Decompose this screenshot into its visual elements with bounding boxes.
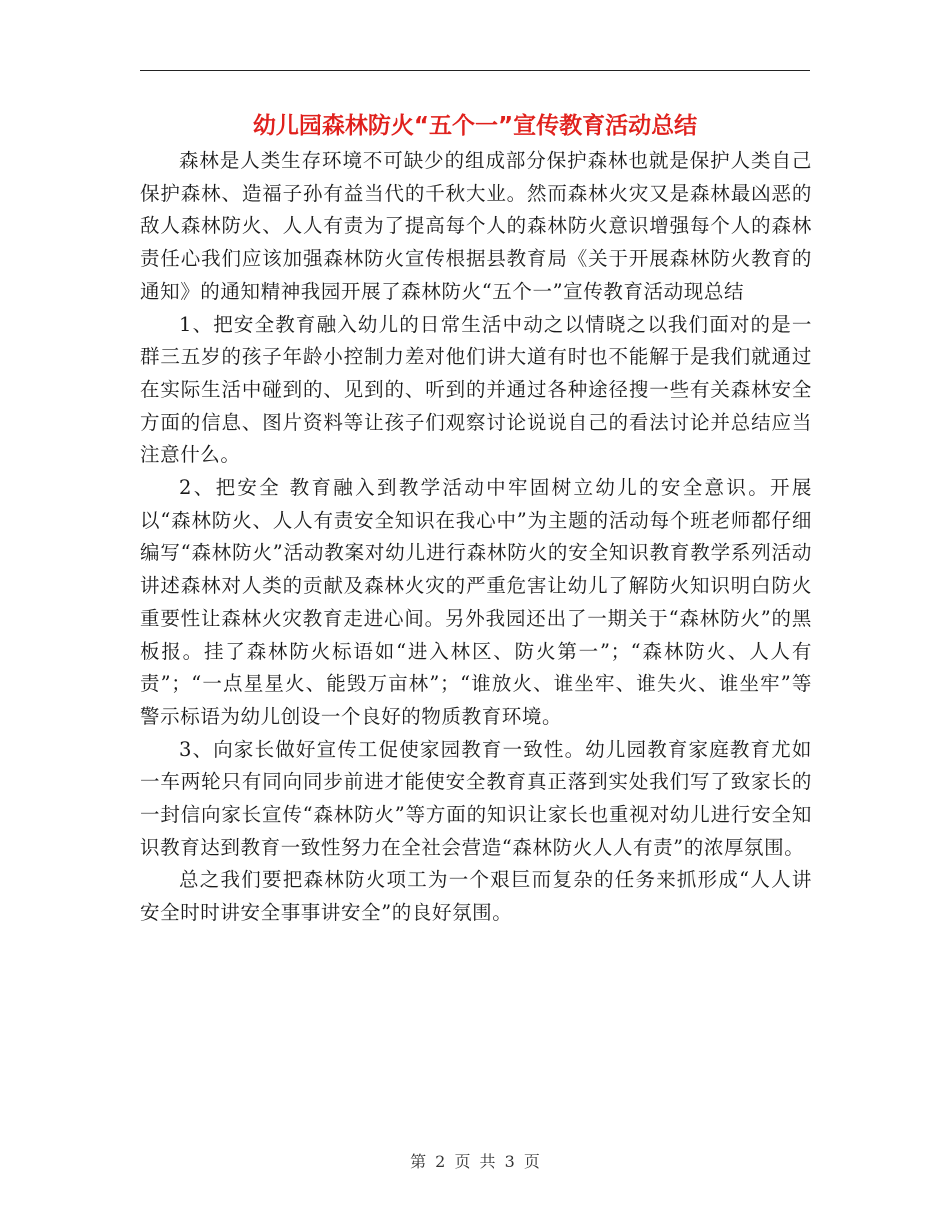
header-rule bbox=[140, 70, 810, 71]
page-number-footer: 第 2 页 共 3 页 bbox=[410, 1152, 540, 1171]
document-title: 幼儿园森林防火“五个一”宣传教育活动总结 bbox=[252, 113, 698, 139]
document-body bbox=[140, 145, 812, 930]
paragraph-point-1: 1、把安全教育融入幼儿的日常生活中动之以情晓之以我们面对的是一群三五岁的孩子年龄小控制力差对他们讲大道有时也不能解于是我们就通过在实际生活中碰到的、见到的、听到的并通过各种途径搜一些有关森林安全方面的信息、图片资料等让孩子们观察讨论说说自己的看法讨论并总结应当注意什么。 bbox=[140, 312, 812, 467]
paragraph-intro: 森林是人类生存环境不可缺少的组成部分保护森林也就是保护人类自己保护森林、造福子孙有益当代的千秋大业。然而森林火灾又是森林最凶恶的敌人森林防火、人人有责为了提高每个人的森林防火意识增强每个人的森林责任心我们应该加强森林防火宣传根据县教育局《关于开展森林防火教育的通知》的通知精神我园开展了森林防火“五个一”宣传教育活动现总结 bbox=[140, 149, 812, 303]
paragraph-point-3: 3、向家长做好宣传工促使家园教育一致性。幼儿园教育家庭教育尤如一车两轮只有同向同步前进才能使安全教育真正落到实处我们写了致家长的一封信向家长宣传“森林防火”等方面的知识让家长也重视对幼儿进行安全知识教育达到教育一致性努力在全社会营造“森林防火人人有责”的浓厚氛围。 bbox=[140, 737, 812, 859]
paragraph-conclusion: 总之我们要把森林防火项工为一个艰巨而复杂的任务来抓形成“人人讲安全时时讲安全事事讲安全”的良好氛围。 bbox=[140, 868, 812, 925]
paragraph-point-2: 2、把安全 教育融入到教学活动中牢固树立幼儿的安全意识。开展以“森林防火、人人有责安全知识在我心中”为主题的活动每个班老师都仔细编写“森林防火”活动教案对幼儿进行森林防火的安全知识教育教学系列活动讲述森林对人类的贡献及森林火灾的严重危害让幼儿了解防火知识明白防火重要性让森林火灾教育走进心间。另外我园还出了一期关于“森林防火”的黑板报。挂了森林防火标语如“进入林区、防火第一”；“森林防火、人人有责”；“一点星星火、能毁万亩林”；“谁放火、谁坐牢、谁失火、谁坐牢”等警示标语为幼儿创设一个良好的物质教育环境。 bbox=[140, 476, 812, 728]
